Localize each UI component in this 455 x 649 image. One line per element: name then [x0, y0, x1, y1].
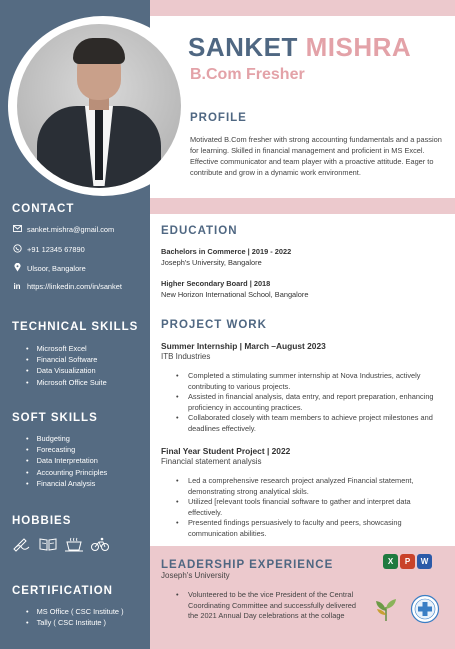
email-text: sanket.mishra@gmail.com: [27, 225, 115, 234]
list-item: • Budgeting: [26, 433, 107, 444]
plant-logo-icon: [371, 595, 401, 623]
list-item: • Tally ( CSC Institute ): [26, 617, 124, 628]
hobbies-icons: [12, 536, 110, 552]
divider-band: [150, 198, 455, 214]
contact-location: [12, 263, 86, 274]
project-bullets: [174, 371, 446, 435]
candidate-name: [188, 32, 411, 63]
education-degree: Bachelors in Commerce | 2019 - 2022: [161, 247, 292, 256]
leadership-heading: LEADERSHIP EXPERIENCE: [161, 559, 334, 571]
medical-cross-logo-icon: [410, 594, 440, 624]
list-item: • Accounting Principles: [26, 467, 107, 478]
list-item: • Collaborated closely with team members to achieve project milestones and deadlines effectively.: [174, 413, 446, 434]
contact-heading: CONTACT: [12, 203, 75, 215]
project-bullets: [174, 476, 446, 540]
project-heading: Summer Internship | March –August 2023: [161, 341, 326, 351]
excel-icon: X: [383, 554, 398, 569]
whatsapp-icon: [12, 244, 22, 255]
contact-email[interactable]: [12, 225, 114, 234]
reading-icon: [38, 536, 58, 552]
list-item: • Led a comprehensive research project analyzed Financial statement, demonstrating strong analytical skils.: [174, 476, 446, 497]
list-item: • Utilized [relevant tools financial software to gather and interpret data effectively.: [174, 497, 446, 518]
list-item: • Financial Software: [26, 354, 107, 365]
list-item: • Presented findings persuasively to faculty and peers, showcasing communication abilities.: [174, 518, 446, 539]
list-item: • Completed a stimulating summer internship at Nova Industries, actively contributing to various projects.: [174, 371, 446, 392]
office-apps-icons: [383, 554, 432, 569]
location-pin-icon: [12, 263, 22, 274]
list-item: • Volunteered to be the vice President of the Central Coordinating Committee and successfully delivered the 2021 Annual Day celebrations at the collage: [174, 590, 364, 622]
education-heading: EDUCATION: [161, 225, 238, 237]
job-title: B.Com Fresher: [190, 66, 305, 83]
soft-skills-list: [26, 433, 107, 489]
certification-heading: CERTIFICATION: [12, 585, 113, 597]
location-text: Ulsoor, Bangalore: [27, 264, 86, 273]
writing-icon: [12, 536, 32, 552]
last-name: MISHRA: [305, 32, 412, 62]
powerpoint-icon: P: [400, 554, 415, 569]
cooking-icon: [64, 536, 84, 552]
linkedin-icon: in: [13, 282, 21, 291]
list-item: • Microsoft Excel: [26, 343, 107, 354]
cycling-icon: [90, 536, 110, 552]
education-degree: Higher Secondary Board | 2018: [161, 279, 271, 288]
education-institution: Joseph's University, Bangalore: [161, 258, 262, 267]
first-name: SANKET: [188, 32, 298, 62]
leadership-bullets: [174, 590, 364, 622]
project-organization: Financial statement analysis: [161, 457, 262, 466]
header-band: [150, 0, 455, 16]
technical-skills-list: [26, 343, 107, 388]
certification-list: [26, 606, 124, 628]
list-item: • Data Interpretation: [26, 455, 107, 466]
project-organization: ITB Industries: [161, 352, 211, 361]
list-item: • Data Visualization: [26, 365, 107, 376]
project-work-heading: PROJECT WORK: [161, 319, 267, 331]
contact-linkedin[interactable]: [12, 282, 122, 291]
word-icon: W: [417, 554, 432, 569]
contact-phone[interactable]: [12, 244, 85, 255]
profile-heading: PROFILE: [190, 112, 247, 124]
technical-skills-heading: TECHNICAL SKILLS: [12, 321, 139, 333]
soft-skills-heading: SOFT SKILLS: [12, 412, 98, 424]
list-item: • Financial Analysis: [26, 478, 107, 489]
education-institution: New Horizon International School, Bangalore: [161, 290, 309, 299]
hobbies-heading: HOBBIES: [12, 515, 72, 527]
envelope-icon: [12, 225, 22, 234]
list-item: • Forecasting: [26, 444, 107, 455]
linkedin-text: https://linkedin.com/in/sanket: [27, 282, 122, 291]
leadership-organization: Joseph's University: [161, 571, 230, 580]
list-item: • MS Office ( CSC Institute ): [26, 606, 124, 617]
list-item: • Microsoft Office Suite: [26, 377, 107, 388]
profile-photo: [17, 24, 181, 188]
profile-summary: Motivated B.Com fresher with strong accounting fundamentals and a passion for learning. Skilled in financial management and proficient in MS Excel. Effective communicator and team player with a proactive attitude. Eager to contribute and grow in a dynamic work environment.: [190, 135, 442, 177]
phone-text: +91 12345 67890: [27, 245, 85, 254]
list-item: • Assisted in financial analysis, data entry, and report preparation, enhancing proficiency in accounting practices.: [174, 392, 446, 413]
project-heading: Final Year Student Project | 2022: [161, 446, 291, 456]
